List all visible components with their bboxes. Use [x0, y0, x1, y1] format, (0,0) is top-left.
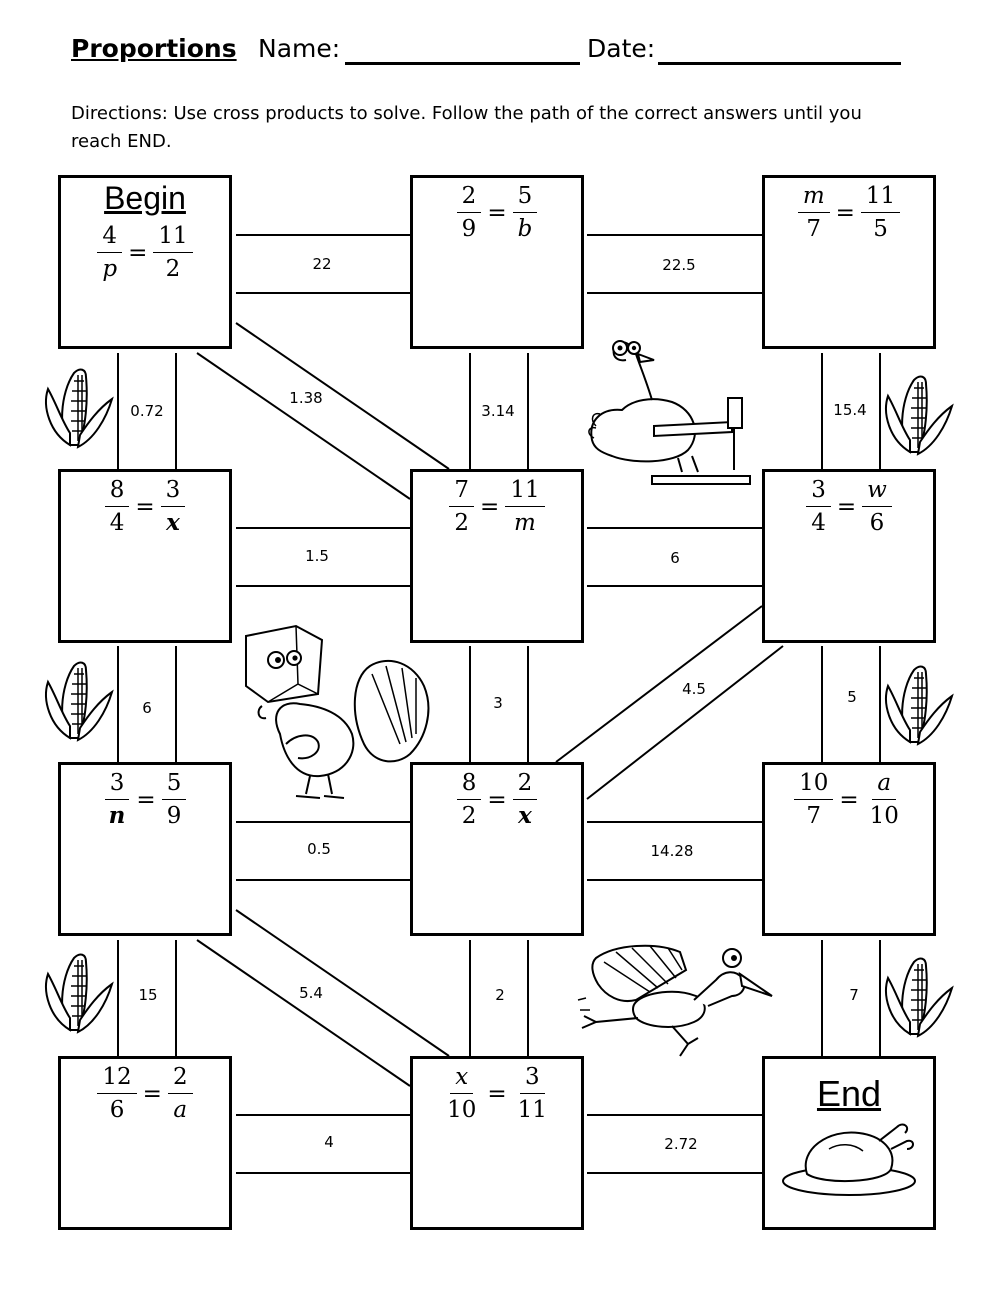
maze-box — [410, 175, 584, 349]
proportion: $\frac{12}{6}$ = $\frac{2}{a}$ — [61, 1063, 229, 1124]
maze-box — [762, 762, 936, 936]
denominator: 2 — [454, 510, 470, 536]
path-label: 1.38 — [289, 389, 323, 407]
denominator: 5 — [873, 216, 888, 242]
worksheet-title: Proportions — [71, 34, 237, 63]
denominator: b — [517, 216, 533, 242]
numerator: 2 — [513, 769, 538, 800]
corn-icon — [40, 363, 114, 455]
path-label: 22 — [312, 255, 332, 273]
denominator: x — [518, 802, 532, 829]
path-label: 7 — [849, 986, 859, 1004]
maze-box — [762, 469, 936, 643]
proportion: $\frac{8}{2}$ = $\frac{2}{x}$ — [413, 769, 581, 830]
denominator: a — [173, 1097, 188, 1123]
denominator: 9 — [461, 216, 477, 242]
roast-turkey-icon — [779, 1119, 923, 1201]
maze-box — [58, 1056, 232, 1230]
path-label: 5 — [847, 688, 857, 706]
denominator: 9 — [166, 803, 182, 829]
numerator: 10 — [794, 769, 833, 800]
denominator: 4 — [109, 510, 125, 536]
proportion: $\frac{2}{9}$ = $\frac{5}{b}$ — [413, 182, 581, 243]
proportion: $\frac{8}{4}$ = $\frac{3}{x}$ — [61, 476, 229, 537]
path-label: 22.5 — [662, 256, 696, 274]
numerator: 12 — [97, 1063, 136, 1094]
path-label: 3 — [493, 694, 503, 712]
denominator: m — [514, 510, 536, 536]
proportion: $\frac{m}{7}$ = $\frac{11}{5}$ — [765, 182, 933, 243]
corn-icon — [880, 370, 954, 462]
path-label: 2 — [495, 986, 505, 1004]
proportion: $\frac{x}{10}$ = $\frac{3}{11}$ — [413, 1063, 581, 1124]
path-label: 4.5 — [682, 680, 706, 698]
maze-box — [410, 1056, 584, 1230]
numerator: 2 — [168, 1063, 193, 1094]
denominator: 2 — [461, 803, 477, 829]
proportion: $\frac{4}{p}$ = $\frac{11}{2}$ — [61, 222, 229, 283]
path-label: 6 — [670, 549, 680, 567]
path-label: 1.5 — [305, 547, 329, 565]
numerator: w — [862, 476, 892, 507]
denominator: 4 — [811, 510, 826, 536]
maze-box-begin — [58, 175, 232, 349]
numerator: m — [798, 182, 830, 213]
proportion: $\frac{10}{7}$ = $\frac{a}{10}$ — [765, 769, 933, 830]
maze-box-end — [762, 1056, 936, 1230]
path-label: 4 — [324, 1133, 334, 1151]
denominator: 10 — [869, 803, 899, 829]
denominator: x — [166, 509, 180, 536]
proportion: $\frac{7}{2}$ = $\frac{11}{m}$ — [413, 476, 581, 537]
directions: Directions: Use cross products to solve. Follow the path of the correct answers until you reach END. — [71, 103, 862, 152]
denominator: 7 — [806, 803, 822, 829]
denominator: 6 — [869, 510, 885, 536]
path-label: 0.5 — [307, 840, 331, 858]
denominator: n — [108, 802, 126, 829]
path-label: 14.28 — [650, 842, 694, 860]
denominator: 10 — [447, 1097, 477, 1123]
numerator: 2 — [457, 182, 482, 213]
path-label: 15 — [138, 986, 158, 1004]
path-label: 6 — [142, 699, 152, 717]
numerator: 3 — [161, 476, 186, 507]
numerator: 11 — [861, 182, 900, 213]
corn-icon — [40, 656, 114, 748]
path-label: 0.72 — [130, 402, 164, 420]
numerator: a — [872, 769, 896, 800]
denominator: 7 — [806, 216, 822, 242]
numerator: 8 — [105, 476, 130, 507]
name-label: Name: — [258, 34, 341, 63]
denominator: 11 — [517, 1097, 547, 1123]
numerator: 11 — [153, 222, 192, 253]
numerator: 11 — [505, 476, 544, 507]
maze-box — [58, 469, 232, 643]
turkey-box-head-icon — [240, 614, 440, 810]
numerator: 3 — [806, 476, 831, 507]
corn-icon — [40, 948, 114, 1040]
numerator: 3 — [520, 1063, 545, 1094]
maze-box — [58, 762, 232, 936]
numerator: 4 — [97, 222, 122, 253]
path-label: 3.14 — [481, 402, 515, 420]
numerator: 3 — [105, 769, 130, 800]
corn-icon — [880, 660, 954, 752]
proportion: $\frac{3}{4}$ = $\frac{w}{6}$ — [765, 476, 933, 537]
path-label: 15.4 — [833, 401, 867, 419]
numerator: 7 — [449, 476, 474, 507]
denominator: 2 — [165, 256, 181, 282]
numerator: x — [450, 1063, 473, 1094]
numerator: 5 — [513, 182, 538, 213]
running-turkey-icon — [576, 940, 776, 1058]
begin-label: Begin — [104, 180, 186, 216]
proportion: $\frac{3}{n}$ = $\frac{5}{9}$ — [61, 769, 229, 830]
date-label: Date: — [587, 34, 656, 63]
path-label: 5.4 — [299, 984, 323, 1002]
numerator: 8 — [457, 769, 482, 800]
denominator: 6 — [109, 1097, 125, 1123]
turkey-on-scale-icon — [582, 330, 762, 488]
denominator: p — [102, 256, 118, 282]
end-label: End — [816, 1073, 882, 1114]
path-label: 2.72 — [664, 1135, 698, 1153]
corn-icon — [880, 952, 954, 1044]
numerator: 5 — [162, 769, 187, 800]
maze-box — [762, 175, 936, 349]
